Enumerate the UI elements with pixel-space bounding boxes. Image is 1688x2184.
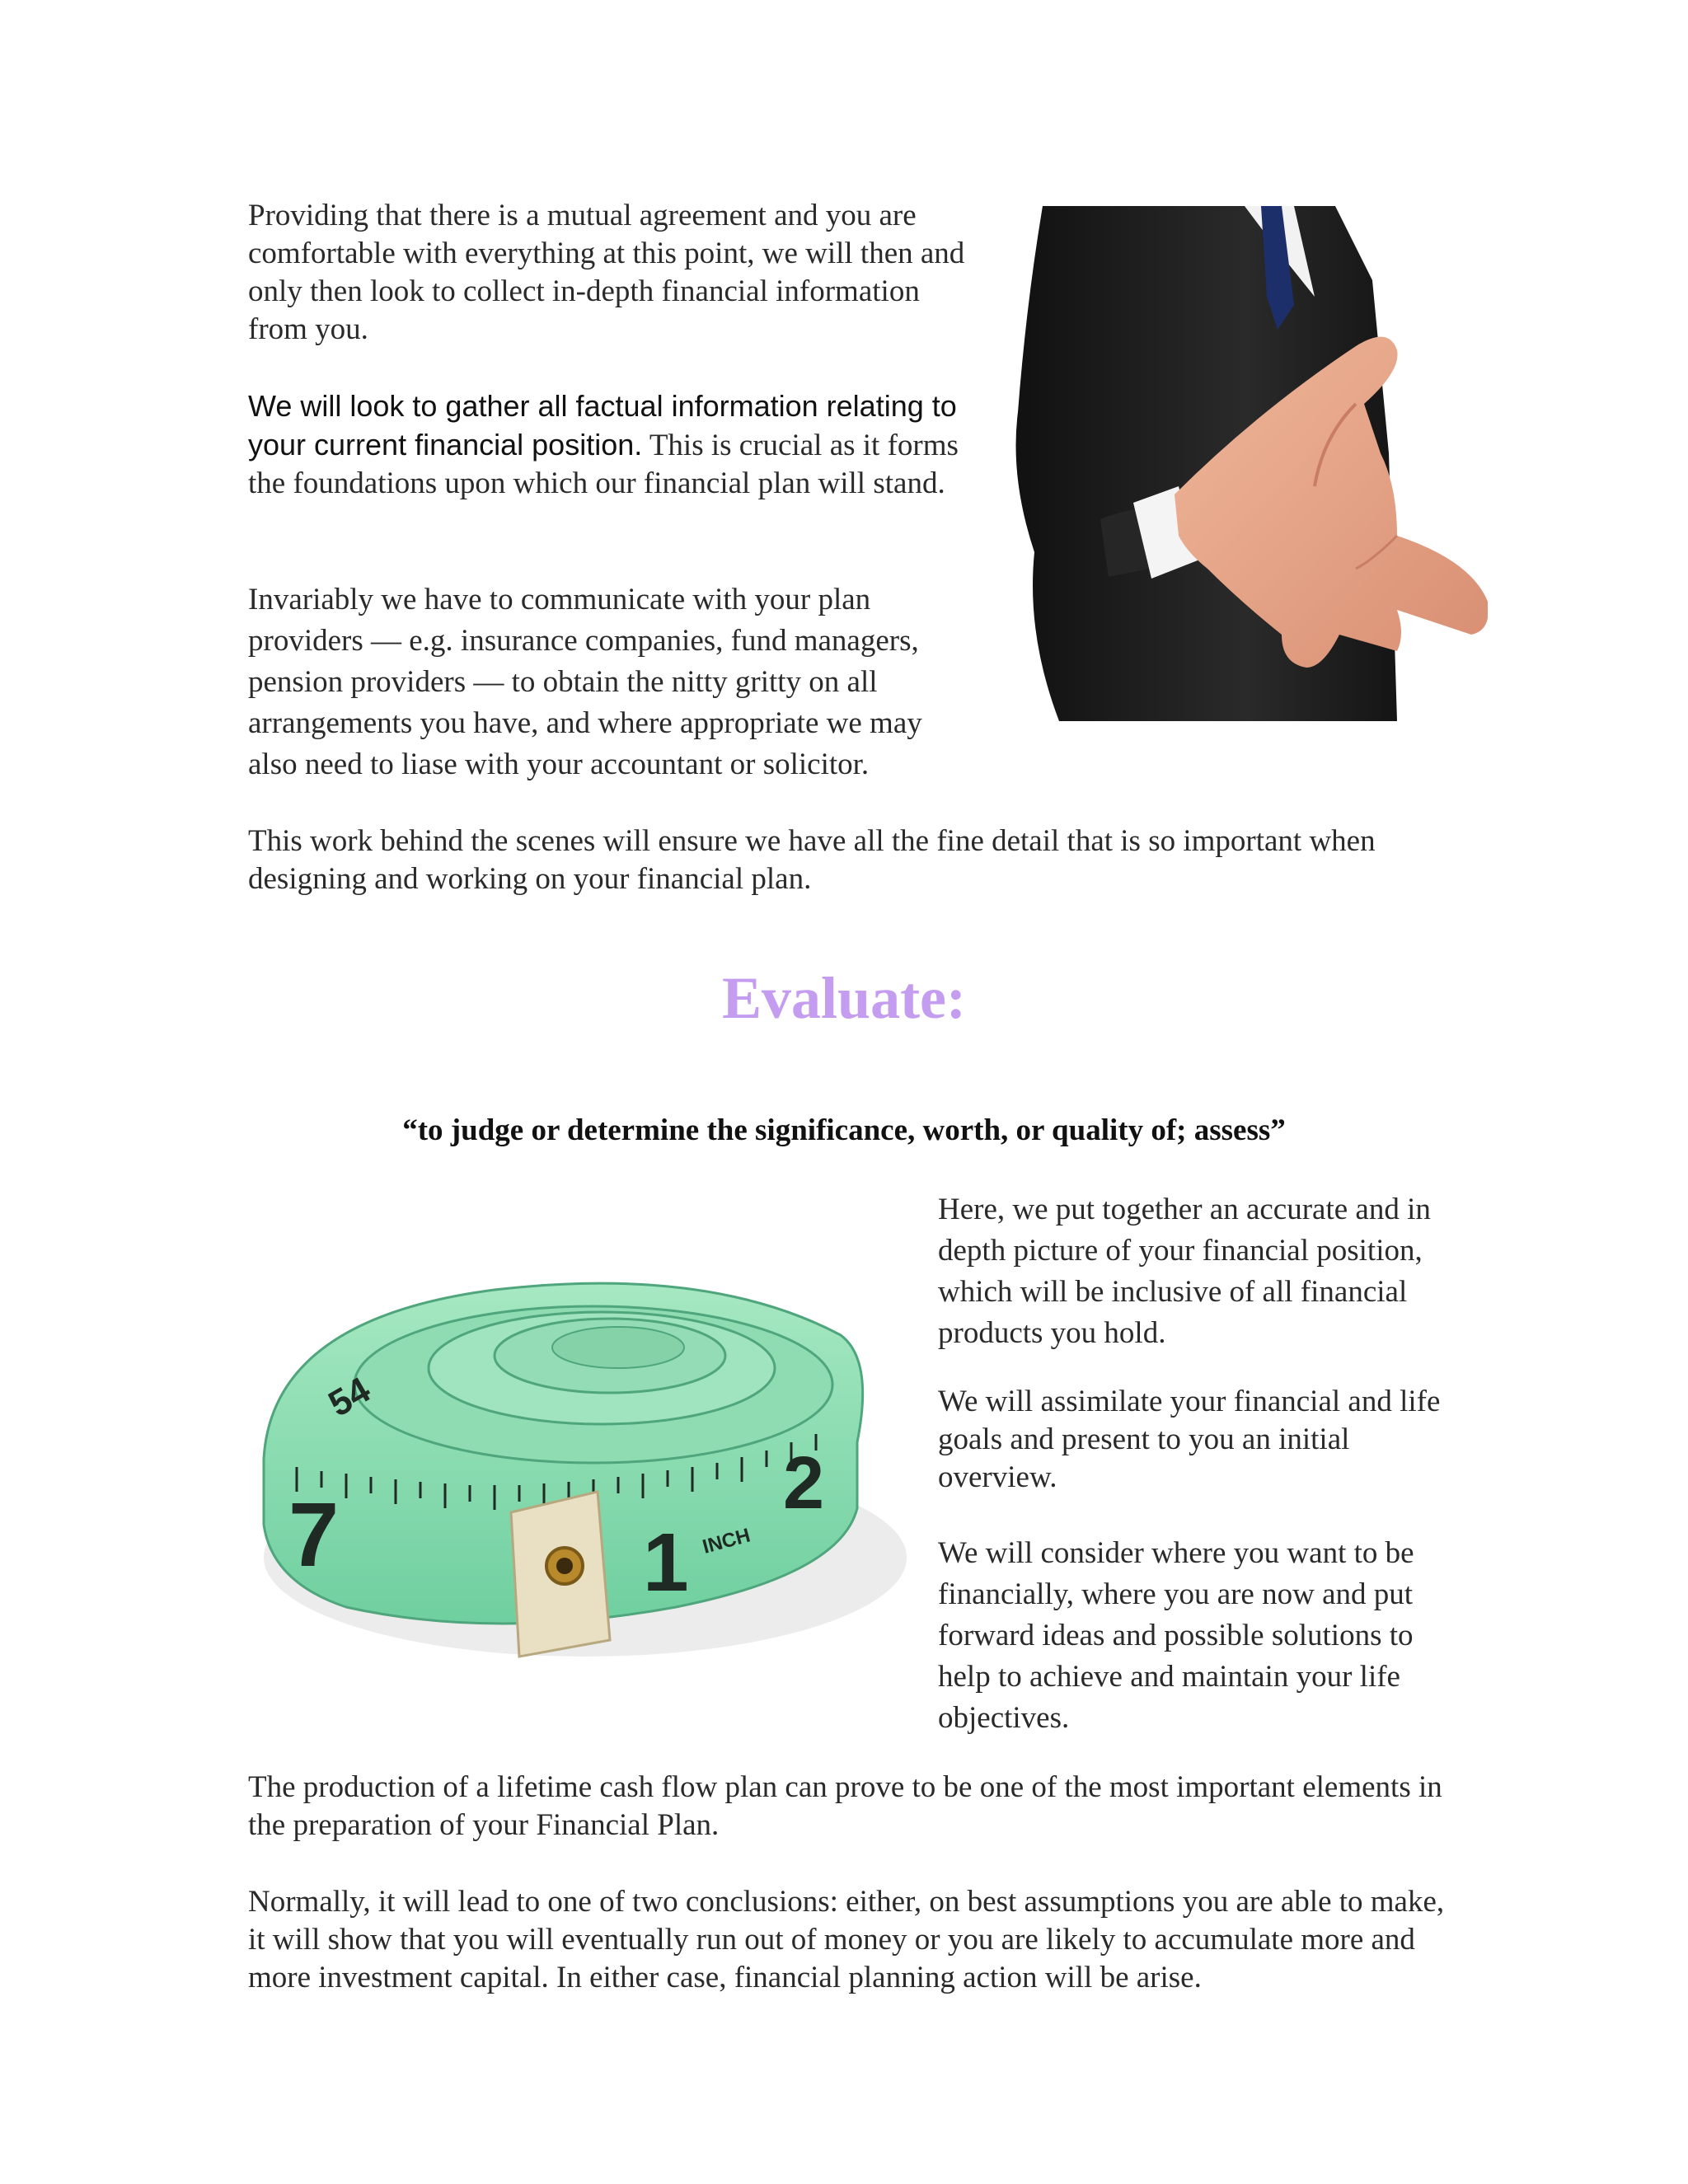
paragraph-cash-flow-plan: The production of a lifetime cash flow plan can prove to be one of the most important elements in the preparation of your Financial Plan. [248, 1770, 1442, 1842]
paragraph-assimilate-goals: We will assimilate your financial and life goals and present to you an initial overview. [938, 1385, 1441, 1494]
tape-measure-icon [247, 1195, 915, 1690]
tape-number-two: 2 [783, 1442, 825, 1525]
businessman-handshake-icon [1010, 206, 1488, 721]
paragraph-consider-where: We will consider where you want to be financially, where you are now and put forward ideas and possible solutions to help to achieve and maintain your life objectives. [938, 1536, 1414, 1735]
tape-number-one: 1 [643, 1516, 689, 1609]
section-heading-evaluate: Evaluate: [722, 965, 966, 1031]
definition-quote: “to judge or determine the significance, worth, or quality of; assess” [402, 1113, 1286, 1147]
paragraph-lead-text: We will look to gather all factual information relating to your current financial position. [248, 389, 957, 462]
paragraph-conclusions: Normally, it will lead to one of two conclusions: either, on best assumptions you are able to make, it will show that you will eventually run out of money or you are likely to accumulate more and more investment capital. In either case, financial planning action will be arise. [248, 1885, 1445, 1994]
paragraph-collect-info: Providing that there is a mutual agreement and you are comfortable with everything at this point, we will then and only then look to collect in-depth financial information from you. [248, 199, 965, 346]
paragraph-plan-providers: Invariably we have to communicate with your plan providers — e.g. insurance companies, fund managers, pension providers — to obtain the nitty gritty on all arrangements you have, and where appropriate we may also need to liase with your accountant or solicitor. [248, 583, 922, 781]
tape-label-inch: INCH [700, 1524, 753, 1558]
paragraph-rest-text: This is crucial as it forms the foundations upon which our financial plan will stand. [248, 429, 959, 500]
paragraph-factual-info [248, 387, 973, 503]
paragraph-behind-scenes: This work behind the scenes will ensure we have all the fine detail that is so important when designing and working on your financial plan. [248, 824, 1376, 896]
tape-number-fiftyfour: 54 [321, 1369, 377, 1425]
tape-number-seven: 7 [288, 1484, 340, 1586]
paragraph-accurate-picture: Here, we put together an accurate and in depth picture of your financial position, which will be inclusive of all financial products you hold. [938, 1193, 1431, 1350]
